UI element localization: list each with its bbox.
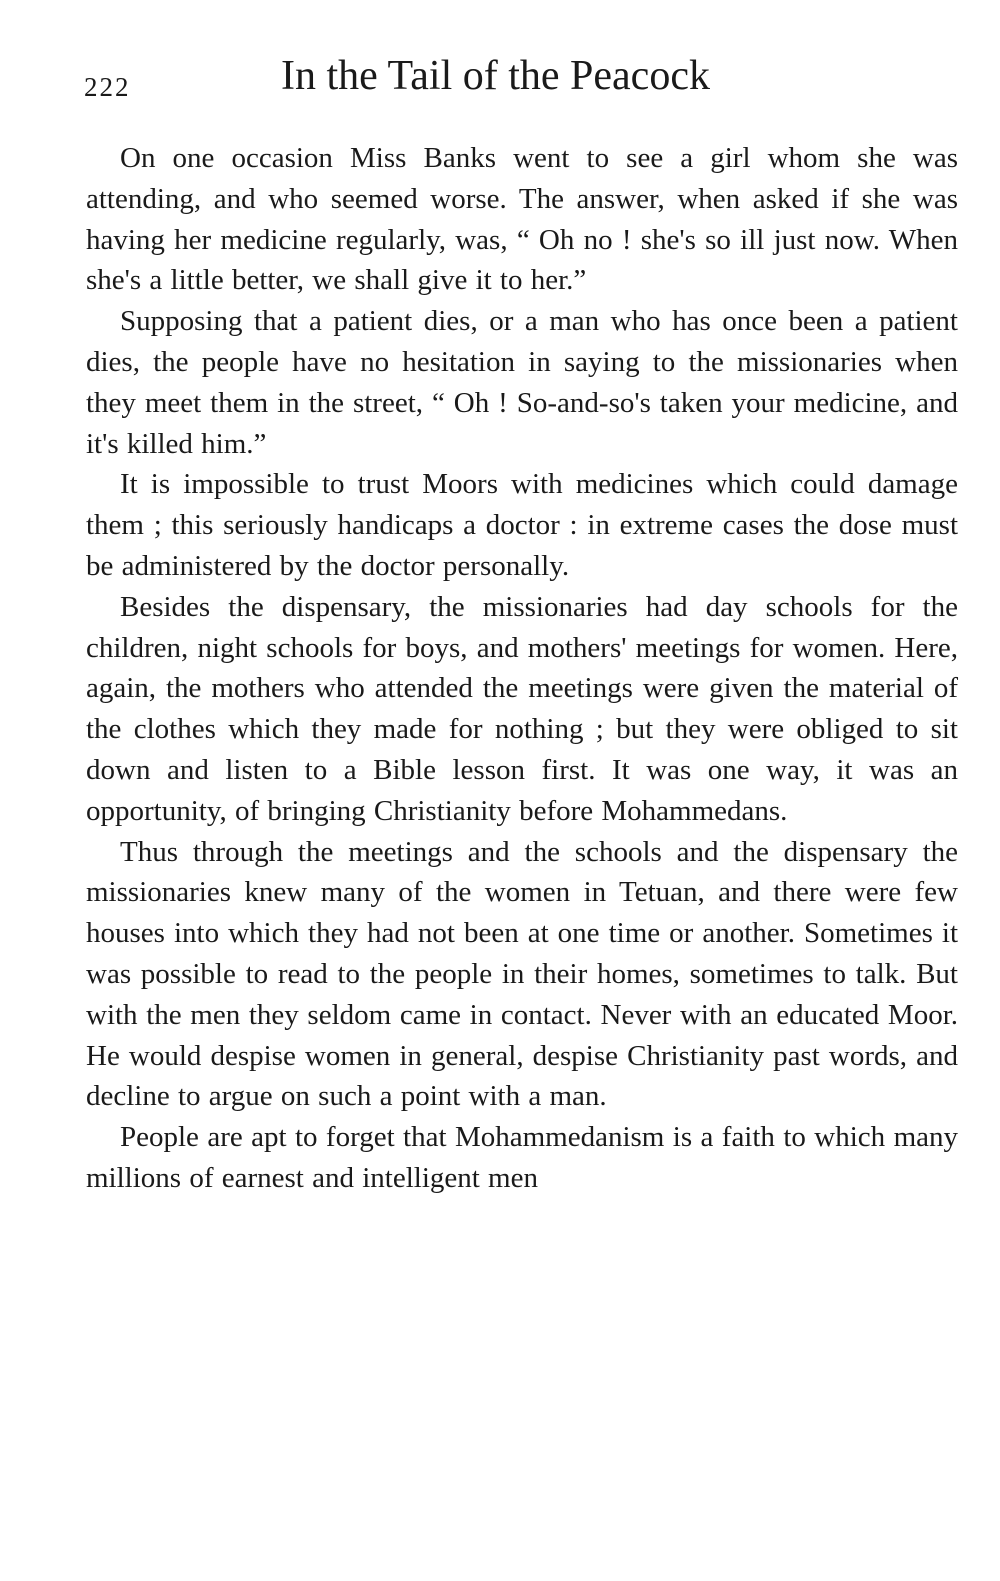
page-header: [84, 52, 960, 112]
body-text: [86, 138, 958, 1199]
paragraph-1: On one occasion Miss Banks went to see a girl whom she was attending, and who seemed worse. The answer, when asked if she was having her medicine regularly, was, “ Oh no ! she's so ill just now. When she's a little better, we shall give it to her.”: [86, 142, 958, 297]
paragraph-2: Supposing that a patient dies, or a man who has once been a patient dies, the people have no hesitation in saying to the missionaries when they meet them in the street, “ Oh ! So-and-so's taken your medicine, and it's killed him.”: [86, 305, 958, 460]
paragraph-3: It is impossible to trust Moors with medicines which could damage them ; this seriously handicaps a doctor : in extreme cases the dose must be administered by the doctor personally.: [86, 468, 958, 582]
paragraph-6: People are apt to forget that Mohammedanism is a faith to which many millions of earnest and intelligent men: [86, 1121, 958, 1194]
page-number: 222: [84, 72, 131, 102]
running-title: In the Tail of the Peacock: [281, 53, 710, 99]
paragraph-5: Thus through the meetings and the schools and the dispensary the missionaries knew many of the women in Tetuan, and there were few houses into which they had not been at one time or another. Sometimes it was possible to read to the people in their homes, sometimes to talk. But with the men they seldom came in contact. Never with an educated Moor. He would despise women in general, despise Christianity past words, and decline to argue on such a point with a man.: [86, 835, 958, 1113]
paragraph-4: Besides the dispensary, the missionaries had day schools for the children, night schools for boys, and mothers' meetings for women. Here, again, the mothers who attended the meetings were given the material of the clothes which they made for nothing ; but they were obliged to sit down and listen to a Bible lesson first. It was one way, it was an opportunity, of bringing Christianity before Mohammedans.: [86, 590, 958, 827]
